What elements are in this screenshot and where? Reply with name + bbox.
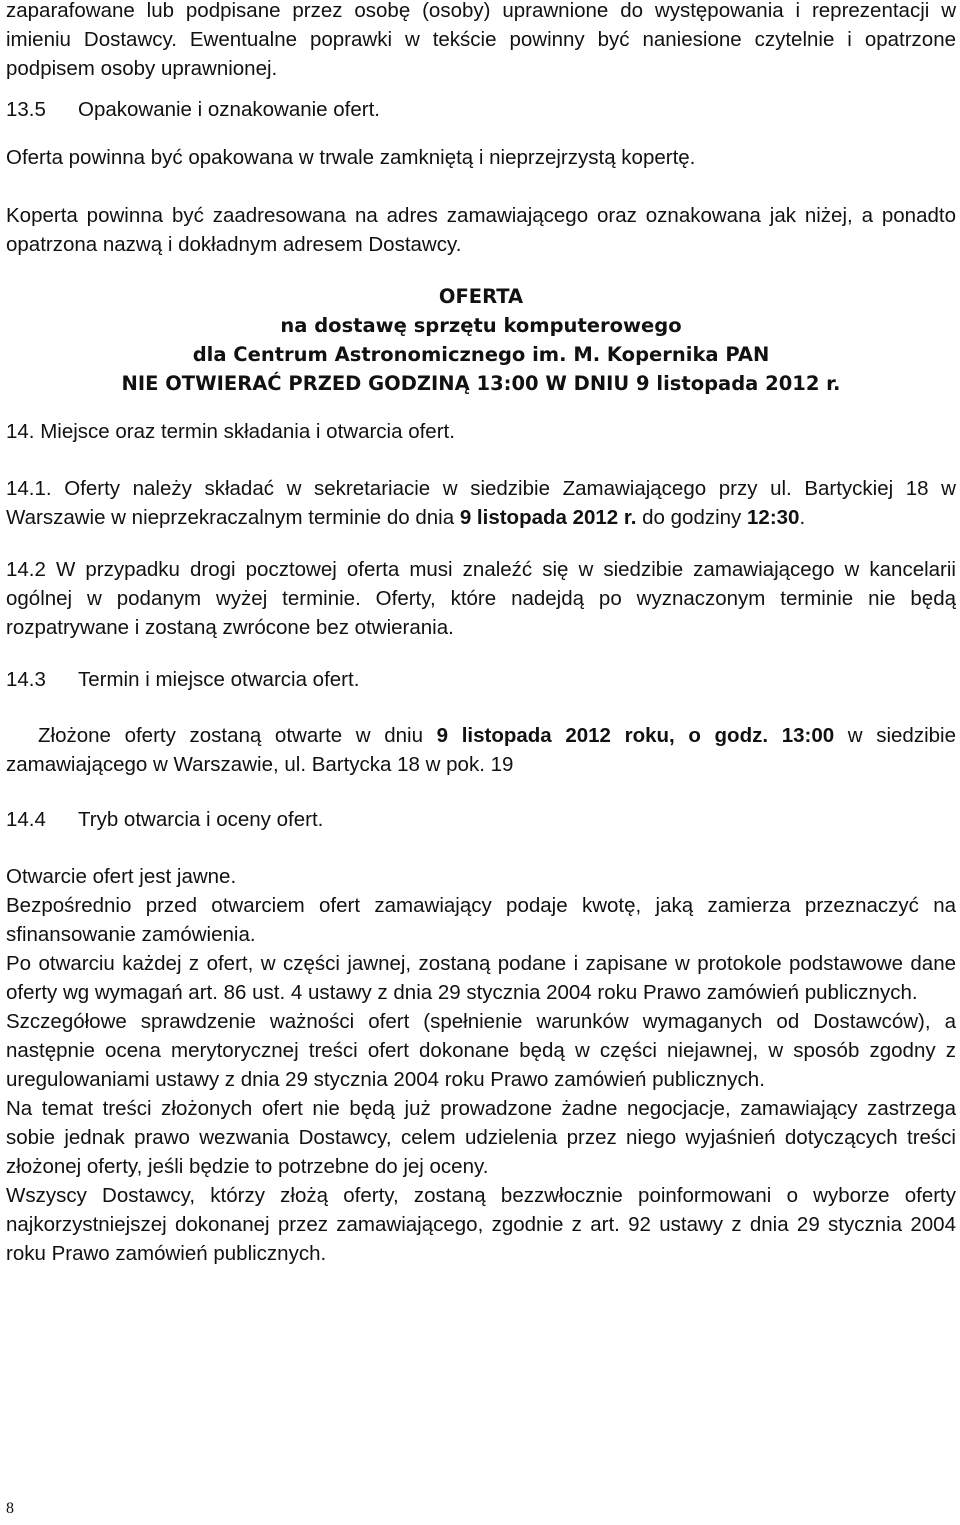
document-page (6, 0, 956, 1268)
section-14-3-text-b: w siedzibie zamawiającego w Warszawie, ul. Bartycka 18 w pok. 19 (6, 724, 956, 776)
section-14-4-paragraph-4: Szczegółowe sprawdzenie ważności ofert (spełnienie warunków wymaganych od Dostawców), a następnie ocena merytorycznej treści ofert dokonane będą w części niejawnej, w sposób zgodny z uregulowaniami ustawy z dnia 29 stycznia 2004 roku Prawo zamówień publicznych. (6, 1010, 956, 1091)
section-13-5-paragraph-1: Oferta powinna być opakowana w trwale zamkniętą i nieprzejrzystą kopertę. (6, 146, 696, 169)
section-14-1-text-a: 14.1. Oferty należy składać w sekretariacie w siedzibie Zamawiającego przy ul. Bartyckiej 18 w Warszawie w nieprzekraczalnym terminie do dnia (6, 477, 956, 529)
envelope-line-2: na dostawę sprzętu komputerowego (280, 314, 682, 337)
section-14-3-datetime: 9 listopada 2012 roku, o godz. 13:00 (436, 724, 835, 747)
section-14-4-paragraph-1: Otwarcie ofert jest jawne. (6, 865, 237, 888)
section-13-5-number: 13.5 (6, 98, 46, 121)
section-14-3-number: 14.3 (6, 668, 46, 691)
section-13-5-paragraph-2: Koperta powinna być zaadresowana na adres zamawiającego oraz oznakowana jak niżej, a ponadto opatrzona nazwą i dokładnym adresem Dostawcy. (6, 204, 956, 256)
section-14-4-number: 14.4 (6, 808, 46, 831)
section-14-4-paragraph-2: Bezpośrednio przed otwarciem ofert zamawiający podaje kwotę, jaką zamierza przeznaczyć na sfinansowanie zamówienia. (6, 894, 956, 946)
section-14-4-paragraph-3: Po otwarciu każdej z ofert, w części jawnej, zostaną podane i zapisane w protokole podstawowe dane oferty wg wymagań art. 86 ust. 4 ustawy z dnia 29 stycznia 2004 roku Prawo zamówień publicznych. (6, 952, 956, 1004)
page-number: 8 (6, 1500, 14, 1517)
envelope-line-1: OFERTA (438, 285, 524, 308)
section-14-2-paragraph: 14.2 W przypadku drogi pocztowej oferta musi znaleźć się w siedzibie zamawiającego w kancelarii ogólnej w podanym wyżej terminie. Oferty, które nadejdą po wyznaczonym terminie nie będą rozpatrywane i zostaną zwrócone bez otwierania. (6, 558, 956, 639)
envelope-line-3: dla Centrum Astronomicznego im. M. Kopernika PAN (192, 343, 770, 366)
intro-paragraph: zaparafowane lub podpisane przez osobę (osoby) uprawnione do występowania i reprezentacji w imieniu Dostawcy. Ewentualne poprawki w tekście powinny być naniesione czytelnie i opatrzone podpisem osoby uprawnionej. (6, 0, 956, 80)
section-14-1-text-c: . (799, 506, 806, 529)
section-14-4-paragraph-5: Na temat treści złożonych ofert nie będą już prowadzone żadne negocjacje, zamawiający zastrzega sobie jednak prawo wezwania Dostawcy, celem udzielenia przez niego wyjaśnień dotyczących treści złożonej oferty, jeśli będzie to potrzebne do jej oceny. (6, 1097, 956, 1178)
envelope-label (6, 282, 956, 398)
section-14-heading: 14. Miejsce oraz termin składania i otwarcia ofert. (6, 420, 455, 443)
section-14-4-title: Tryb otwarcia i oceny ofert. (78, 808, 324, 831)
envelope-line-4: NIE OTWIERAĆ PRZED GODZINĄ 13:00 W DNIU 9 listopada 2012 r. (121, 372, 841, 395)
section-13-5-heading (6, 95, 956, 124)
section-14-1-date: 9 listopada 2012 r. (459, 506, 637, 529)
section-14-3-title: Termin i miejsce otwarcia ofert. (78, 668, 360, 691)
section-14-3-heading (6, 665, 956, 694)
section-14-1-paragraph (6, 474, 956, 532)
section-14-3-text-a: Złożone oferty zostaną otwarte w dniu (38, 724, 437, 747)
section-14-3-paragraph (6, 721, 956, 779)
section-14-1-text-b: do godziny (636, 506, 748, 529)
section-14-1-time: 12:30 (747, 506, 800, 529)
section-14-4-heading (6, 805, 956, 834)
section-13-5-title: Opakowanie i oznakowanie ofert. (78, 98, 380, 121)
section-14-4-paragraph-6: Wszyscy Dostawcy, którzy złożą oferty, zostaną bezzwłocznie poinformowani o wyborze oferty najkorzystniejszej dokonanej przez zamawiającego, zgodnie z art. 92 ustawy z dnia 29 stycznia 2004 roku Prawo zamówień publicznych. (6, 1184, 956, 1265)
